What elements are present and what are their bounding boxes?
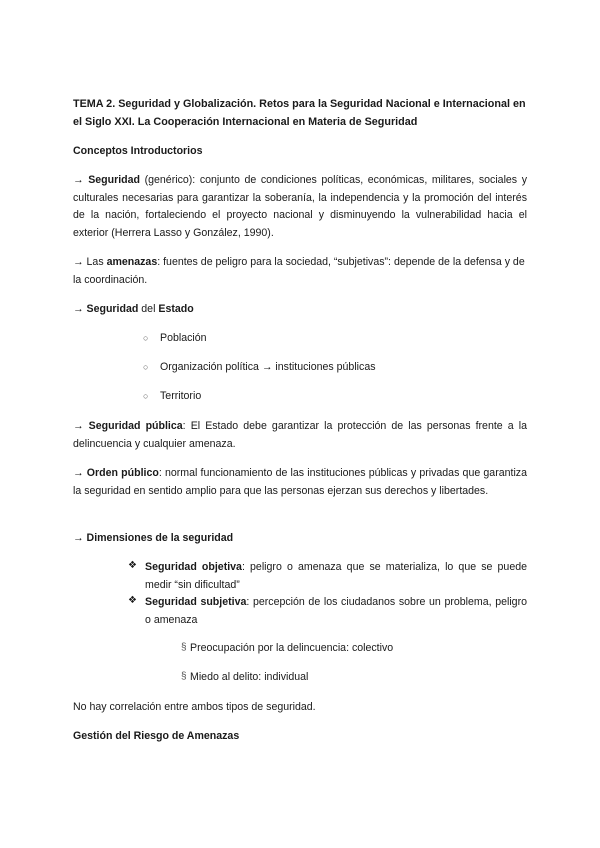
bullet-circle-icon: ○	[143, 362, 149, 372]
bullet-circle-icon: ○	[143, 333, 149, 343]
term-seguridad-publica: → Seguridad pública	[73, 420, 183, 432]
bullet-section-icon: §	[181, 642, 187, 653]
list-item-organizacion: Organización política → instituciones públicas	[160, 361, 376, 373]
bullet-circle-icon: ○	[143, 391, 149, 401]
paragraph-text: (genérico): conjunto de condiciones políticas, económicas, militares, sociales y culturales necesarias para garantizar la soberanía, la independencia y la promoción del interés de la nación, fortaleciendo el proyecto nacional y disminuyendo la vulnerabilidad hacia el exterior (Herrera Lasso y González, 1990).	[73, 174, 528, 239]
list-item-preocupacion: Preocupación por la delincuencia: colectivo	[190, 642, 394, 654]
list-item-poblacion: Población	[160, 332, 207, 344]
paragraph-seguridad	[73, 172, 527, 242]
term-amenazas: amenazas	[106, 256, 158, 268]
paragraph-amenazas	[73, 254, 527, 289]
section-heading-gestion: Gestión del Riesgo de Amenazas	[73, 730, 240, 742]
paragraph-seguridad-publica	[73, 418, 527, 453]
paragraph-text: : El Estado debe garantizar la protección de las personas frente a la delincuencia y cualquier amenaza.	[73, 420, 527, 450]
bullet-section-icon: §	[181, 671, 187, 682]
paragraph-text: : fuentes de peligro para la sociedad, “subjetivas”: depende de la defensa y de la coordinación.	[73, 256, 525, 286]
paragraph-prefix: → Las	[73, 256, 107, 268]
paragraph-correlacion: No hay correlación entre ambos tipos de seguridad.	[73, 701, 316, 713]
list-item-text: : peligro o amenaza que se materializa, lo que se puede medir “sin dificultad”	[145, 561, 528, 591]
document-title: TEMA 2. Seguridad y Globalización. Retos para la Seguridad Nacional e Internacional en el Siglo XXI. La Cooperación Internacional en Materia de Seguridad	[73, 98, 526, 128]
term-seguridad: → Seguridad	[73, 174, 140, 186]
section-heading-conceptos: Conceptos Introductorios	[73, 145, 203, 157]
connector-text: del	[138, 303, 159, 315]
section-heading-dimensiones: → Dimensiones de la seguridad	[73, 532, 234, 544]
list-item-territorio: Territorio	[160, 390, 202, 402]
list-item-miedo: Miedo al delito: individual	[190, 671, 309, 683]
bullet-diamond-icon: ❖	[128, 595, 137, 606]
list-item-text: : percepción de los ciudadanos sobre un problema, peligro o amenaza	[145, 596, 527, 626]
list-item-seguridad-subjetiva	[145, 594, 527, 629]
paragraph-seguridad-estado	[73, 301, 527, 319]
term-orden-publico: → Orden público	[73, 467, 159, 479]
paragraph-text: : normal funcionamiento de las instituciones públicas y privadas que garantiza la seguridad en sentido amplio para que las personas ejerzan sus derechos y libertades.	[73, 467, 527, 497]
list-item-seguridad-objetiva	[145, 559, 527, 594]
term-estado: Estado	[158, 303, 194, 315]
paragraph-orden-publico	[73, 465, 527, 500]
term-seguridad-objetiva: Seguridad objetiva	[145, 561, 242, 573]
term-seguridad: → Seguridad	[73, 303, 139, 315]
term-seguridad-subjetiva: Seguridad subjetiva	[145, 596, 247, 608]
bullet-diamond-icon: ❖	[128, 560, 137, 571]
